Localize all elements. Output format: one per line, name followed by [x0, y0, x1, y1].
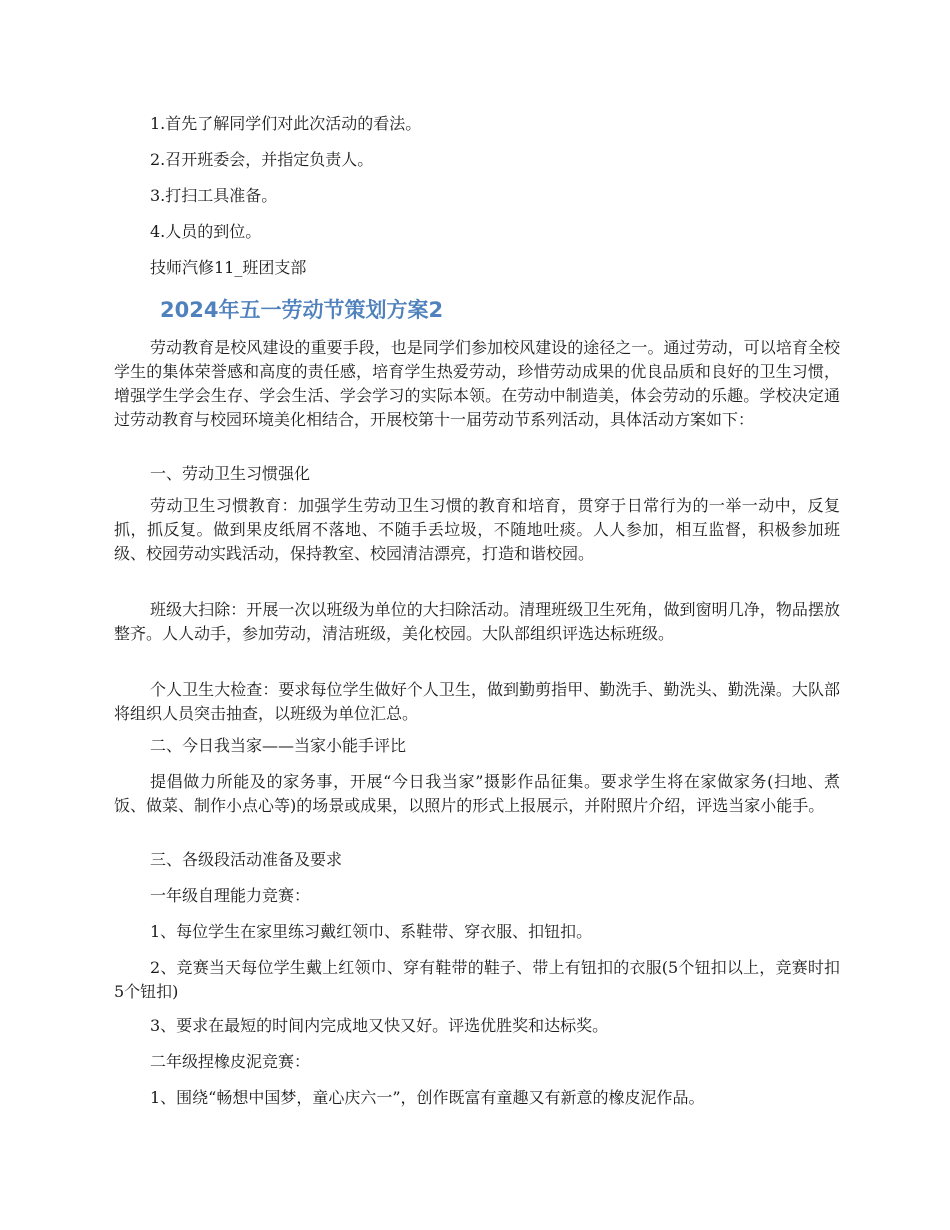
document-title: 2024年五一劳动节策划方案2: [160, 298, 444, 322]
section3-heading: 三、各级段活动准备及要求: [150, 850, 343, 869]
grade2-item-1: 1、围绕“畅想中国梦，童心庆六一”，创作既富有童趣又有新意的橡皮泥作品。: [150, 1088, 705, 1107]
section1-paragraph-cleaning: 班级大扫除：开展一次以班级为单位的大扫除活动。清理班级卫生死角，做到窗明几净，物品摆放整齐。人人动手，参加劳动，清洁班级，美化校园。大队部组织评选达标班级。: [114, 600, 840, 643]
grade1-item-3: 3、要求在最短的时间内完成地又快又好。评选优胜奖和达标奖。: [150, 1016, 609, 1035]
prep-item-4: 4.人员的到位。: [150, 222, 262, 241]
signature-line: 技师汽修11_班团支部: [150, 258, 307, 277]
section1-paragraph-habits: 劳动卫生习惯教育：加强学生劳动卫生习惯的教育和培育，贯穿于日常行为的一举一动中，反复抓，抓反复。做到果皮纸屑不落地、不随手丢垃圾，不随地吐痰。人人参加，相互监督，积极参加班级、校园劳动实践活动，保持教室、校园清洁漂亮，打造和谐校园。: [114, 496, 840, 563]
section2-heading: 二、今日我当家——当家小能手评比: [150, 736, 407, 755]
grade1-item-1: 1、每位学生在家里练习戴红领巾、系鞋带、穿衣服、扣钮扣。: [150, 922, 593, 941]
intro-paragraph: 劳动教育是校风建设的重要手段，也是同学们参加校风建设的途径之一。通过劳动，可以培育全校学生的集体荣誉感和高度的责任感，培育学生热爱劳动，珍惜劳动成果的优良品质和良好的卫生习惯，增强学生学会生存、学会生活、学会学习的实际本领。在劳动中制造美，体会劳动的乐趣。学校决定通过劳动教育与校园环境美化相结合，开展校第十一届劳动节系列活动，具体活动方案如下：: [114, 338, 840, 429]
prep-item-2: 2.召开班委会，并指定负责人。: [150, 150, 374, 169]
grade1-heading: 一年级自理能力竞赛：: [150, 886, 311, 905]
section1-heading: 一、劳动卫生习惯强化: [150, 464, 311, 483]
prep-item-3: 3.打扫工具准备。: [150, 186, 278, 205]
section1-paragraph-hygiene: 个人卫生大检查：要求每位学生做好个人卫生，做到勤剪指甲、勤洗手、勤洗头、勤洗澡。大队部将组织人员突击抽查，以班级为单位汇总。: [114, 680, 840, 723]
grade1-item-2: 2、竞赛当天每位学生戴上红领巾、穿有鞋带的鞋子、带上有钮扣的衣服(5个钮扣以上，竞赛时扣5个钮扣): [114, 958, 840, 1001]
grade2-heading: 二年级捏橡皮泥竞赛：: [150, 1052, 311, 1071]
section2-paragraph: 提倡做力所能及的家务事，开展“今日我当家”摄影作品征集。要求学生将在家做家务(扫地、煮饭、做菜、制作小点心等)的场景或成果，以照片的形式上报展示，并附照片介绍，评选当家小能手。: [114, 772, 840, 815]
prep-item-1: 1.首先了解同学们对此次活动的看法。: [150, 114, 422, 133]
